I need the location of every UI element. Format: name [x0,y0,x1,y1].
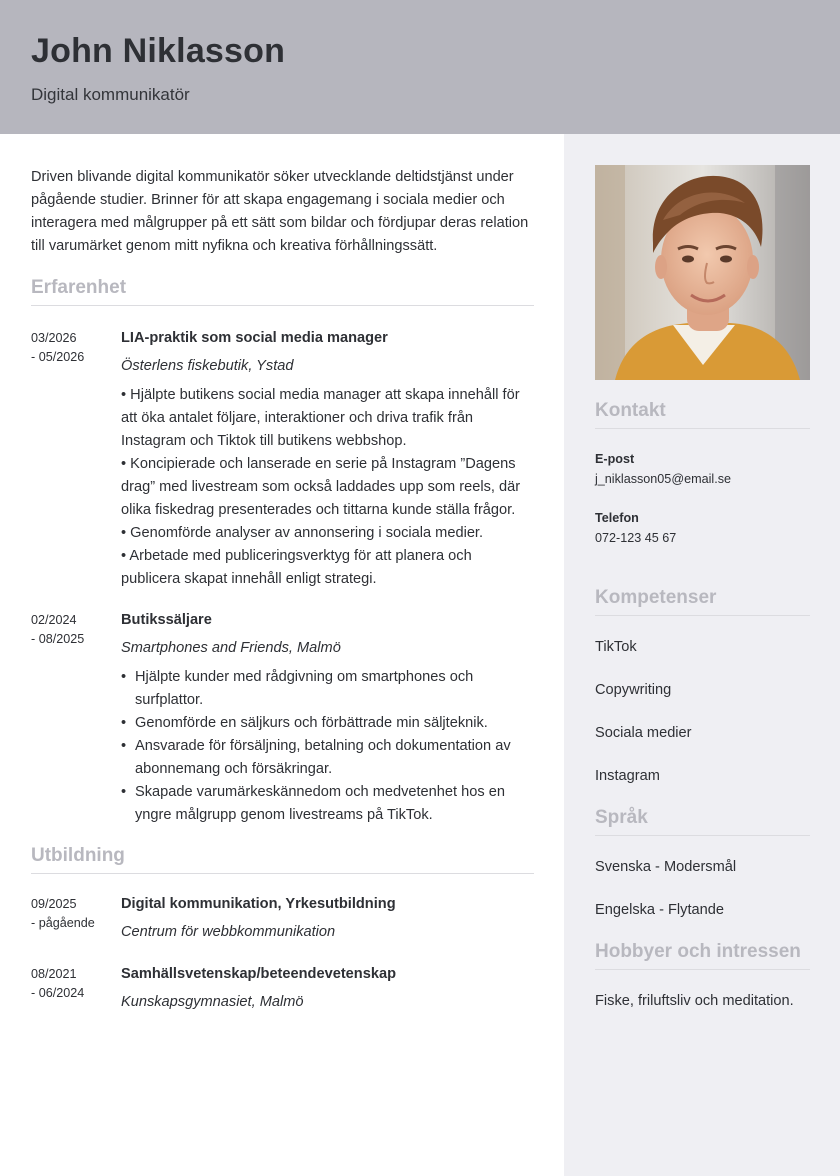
date-start: 08/2021 [31,967,77,981]
languages-section [595,807,810,919]
description-line: • Genomförde analyser av annonsering i sociala medier. [121,525,484,541]
phone-label: Telefon [595,511,639,525]
contact-heading: Kontakt [595,400,810,429]
email-value: j_niklasson05@email.se [595,472,731,486]
date-start: 03/2026 [31,331,77,345]
job-organization: Österlens fiskebutik, Ystad [121,358,294,374]
job-description [121,384,534,591]
skill-item: Copywriting [595,682,672,698]
skill-item: Instagram [595,768,660,784]
main-column [31,134,534,1012]
language-item: Svenska - Modersmål [595,859,737,875]
experience-heading: Erfarenhet [31,277,534,306]
education-entry [31,894,534,942]
language-item: Engelska - Flytande [595,902,724,918]
description-line: • Arbetade med publiceringsverktyg för att planera och publicera skapat innehåll enligt strategi. [121,548,472,587]
date-end: - 06/2024 [31,986,85,1000]
date-end: - 08/2025 [31,632,85,646]
phone-value: 072-123 45 67 [595,531,677,545]
email-label: E-post [595,452,635,466]
languages-heading: Språk [595,807,810,836]
date-start: 09/2025 [31,897,77,911]
job-role: Butikssäljare [121,612,212,628]
entry-content [121,610,534,827]
entry-content [121,328,534,591]
entry-content [121,964,534,1012]
experience-entry [31,610,534,827]
entry-date [31,610,121,827]
job-organization: Smartphones and Friends, Malmö [121,640,341,656]
experience-entry [31,328,534,591]
entry-date [31,894,121,942]
profile-photo [595,165,810,380]
list-item: • Skapade varumärkeskännedom och medvetenhet hos en yngre målgrupp genom livestreams på TikTok. [121,781,534,827]
job-role: LIA-praktik som social media manager [121,330,388,346]
entry-date [31,964,121,1012]
hobbies-section [595,941,810,1010]
education-heading: Utbildning [31,845,534,874]
education-school: Centrum för webbkommunikation [121,924,336,940]
date-end: - pågående [31,916,95,930]
entry-content [121,894,534,942]
list-item: • Ansvarade för försäljning, betalning och dokumentation av abonnemang och försäkringar. [121,735,534,781]
education-entry [31,964,534,1012]
sidebar [564,134,840,1176]
description-line: • Koncipierade och lanserade en serie på Instagram ”Dagens drag” med livestream som också laddades upp som reels, där olika fiskedrag presenterades och tittarna kunde ställa frågor. [121,456,521,518]
education-school: Kunskapsgymnasiet, Malmö [121,994,304,1010]
education-program: Samhällsvetenskap/beteendevetenskap [121,966,396,982]
list-item: • Hjälpte kunder med rådgivning om smartphones och surfplattor. [121,666,534,712]
description-line: • Hjälpte butikens social media manager att skapa innehåll för att öka antalet följare, interaktioner och driva trafik från Instagram och Tiktok till butikens webbshop. [121,387,520,449]
email-block [595,451,810,487]
profile-summary: Driven blivande digital kommunikatör söker utvecklande deltidstjänst under pågående studier. Brinner för att skapa engagemang i sociala medier och interagera med målgrupper på ett sätt som bildar och fördjupar deras relation till varumärket genom mitt nyfikna och kreativa förhållningssätt. [31,169,529,254]
skill-item: TikTok [595,639,637,655]
phone-block [595,510,810,546]
date-start: 02/2024 [31,613,77,627]
list-item: • Genomförde en säljkurs och förbättrade min säljteknik. [121,712,534,735]
entry-date [31,328,121,591]
person-name: John Niklasson [31,32,286,70]
contact-section [595,400,810,546]
skills-heading: Kompetenser [595,587,810,616]
hobbies-text: Fiske, friluftsliv och meditation. [595,993,794,1009]
date-end: - 05/2026 [31,350,85,364]
skills-section [595,587,810,785]
education-program: Digital kommunikation, Yrkesutbildning [121,896,396,912]
skill-item: Sociala medier [595,725,692,741]
job-bullets [121,666,534,827]
hobbies-heading: Hobbyer och intressen [595,941,810,970]
cv-header [0,0,840,134]
person-title: Digital kommunikatör [31,85,190,104]
